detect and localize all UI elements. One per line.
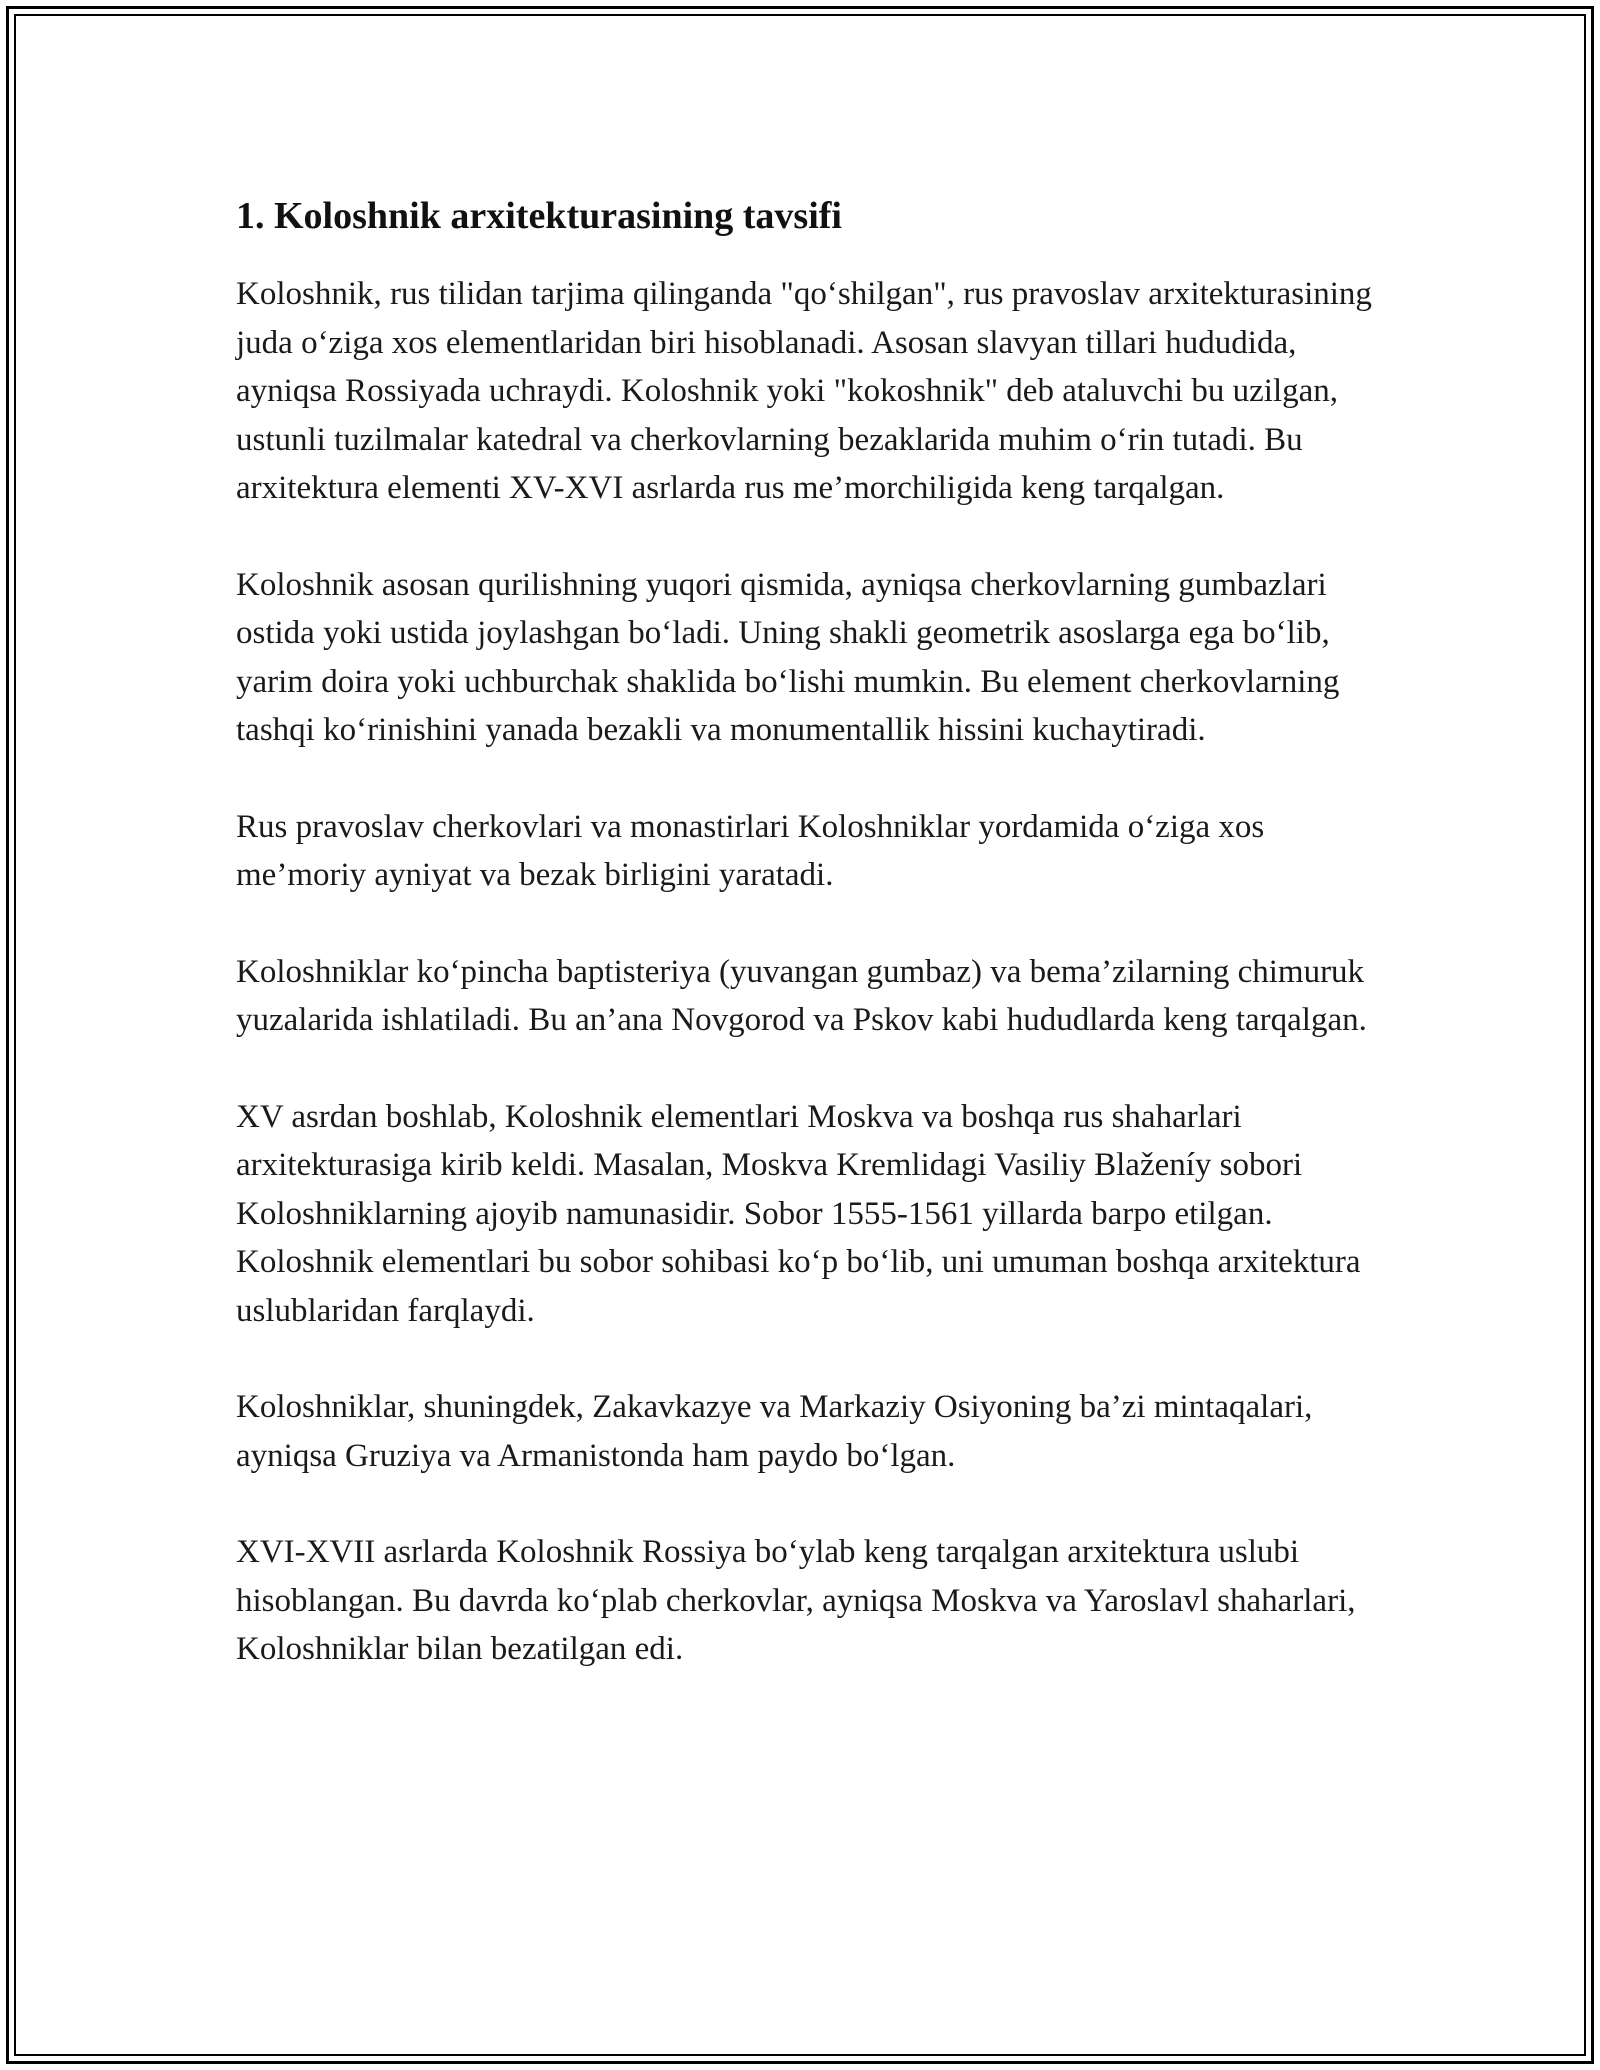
document-body xyxy=(236,188,1386,1722)
paragraph-3: Rus pravoslav cherkovlari va monastirlari Koloshniklar yordamida o‘ziga xos me’moriy ayniyat va bezak birligini yaratadi. xyxy=(236,808,1265,893)
paragraph-6: Koloshniklar, shuningdek, Zakavkazye va Markaziy Osiyoning ba’zi mintaqalari, ayniqsa Gruziya va Armanistonda ham paydo bo‘lgan. xyxy=(236,1389,1313,1474)
section-title: 1. Koloshnik arxitekturasining tavsifi xyxy=(236,195,842,237)
paragraph-1: Koloshnik, rus tilidan tarjima qilinganda "qo‘shilgan", rus pravoslav arxitekturasining juda o‘ziga xos elementlaridan biri hisoblanadi. Asosan slavyan tillari hududida, ayniqsa Rossiyada uchraydi. Koloshnik yoki "kokoshnik" deb ataluvchi bu uzilgan, ustunli tuzilmalar katedral va cherkovlarning bezaklarida muhim o‘rin tutadi. Bu arxitektura elementi XV-XVI asrlarda rus me’morchiligida keng tarqalgan. xyxy=(236,276,1372,506)
paragraph-2: Koloshnik asosan qurilishning yuqori qismida, ayniqsa cherkovlarning gumbazlari ostida yoki ustida joylashgan bo‘ladi. Uning shakli geometrik asoslarga ega bo‘lib, yarim doira yoki uchburchak shaklida bo‘lishi mumkin. Bu element cherkovlarning tashqi ko‘rinishini yanada bezakli va monumentallik hissini kuchaytiradi. xyxy=(236,566,1340,748)
paragraph-4: Koloshniklar ko‘pincha baptisteriya (yuvangan gumbaz) va bema’zilarning chimuruk yuzalarida ishlatiladi. Bu an’ana Novgorod va Pskov kabi hududlarda keng tarqalgan. xyxy=(236,953,1367,1038)
paragraph-7: XVI-XVII asrlarda Koloshnik Rossiya bo‘ylab keng tarqalgan arxitektura uslubi hisoblangan. Bu davrda ko‘plab cherkovlar, ayniqsa Moskva va Yaroslavl shaharlari, Koloshniklar bilan bezatilgan edi. xyxy=(236,1534,1356,1667)
paragraph-5: XV asrdan boshlab, Koloshnik elementlari Moskva va boshqa rus shaharlari arxitekturasiga kirib keldi. Masalan, Moskva Kremlidagi Vasiliy Blaženíy sobori Koloshniklarning ajoyib namunasidir. Sobor 1555-1561 yillarda barpo etilgan. Koloshnik elementlari bu sobor sohibasi ko‘p bo‘lib, uni umuman boshqa arxitektura uslublaridan farqlaydi. xyxy=(236,1098,1361,1329)
